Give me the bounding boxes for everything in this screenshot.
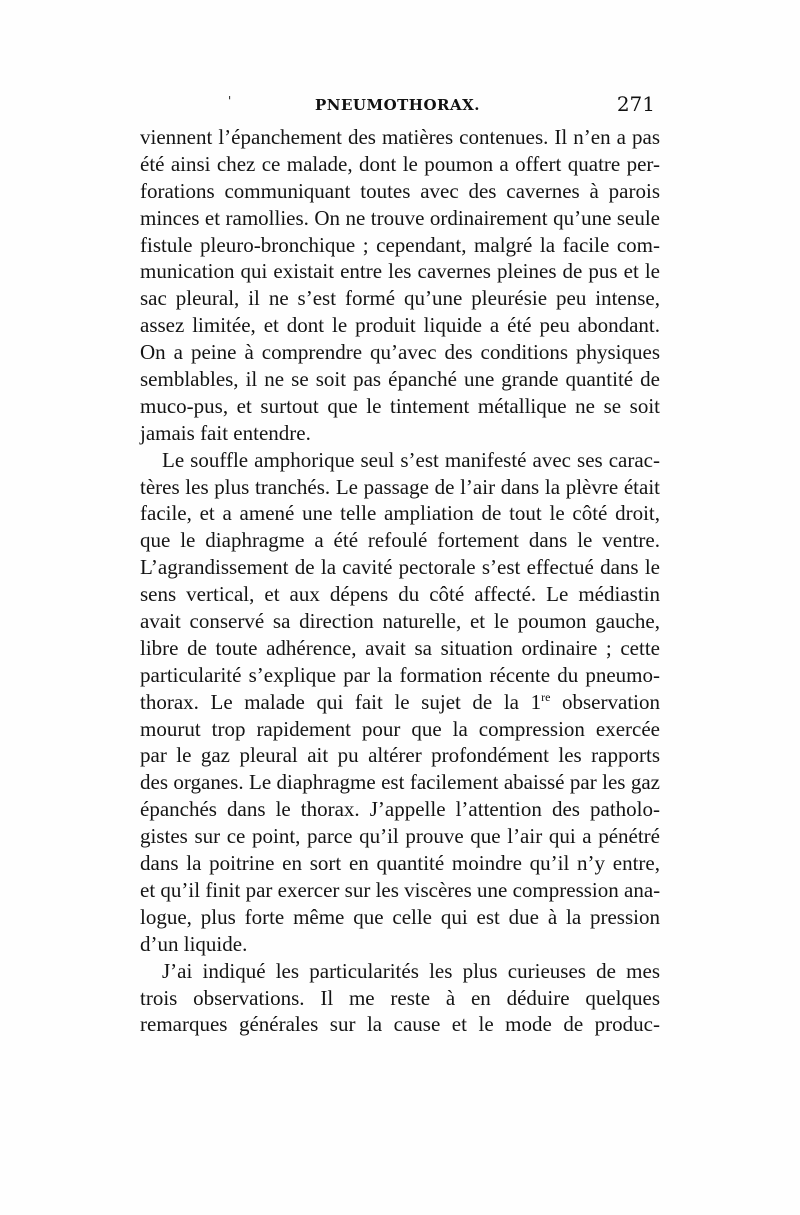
text-line: muco-pus, et surtout que le tintement métallique ne se soit <box>140 393 660 418</box>
superscript: re <box>541 689 551 704</box>
page-number: 271 <box>616 92 655 116</box>
text-line: munication qui existait entre les cavernes pleines de pus et le <box>140 259 660 284</box>
text-line: assez limitée, et dont le produit liquide a été peu abondant. <box>140 313 660 338</box>
line-end: observation <box>550 689 660 714</box>
text-line: que le diaphragme a été refoulé fortement dans le ventre. <box>140 528 660 553</box>
text-line: jamais fait entendre. <box>140 420 311 445</box>
text-line: des organes. Le diaphragme est facilement abaissé par les gaz <box>140 770 660 795</box>
text-line: forations communiquant toutes avec des cavernes à parois <box>140 178 660 203</box>
text-line: Le souffle amphorique seul s’est manifesté avec ses carac- <box>162 447 660 472</box>
paragraph-1 <box>140 124 660 447</box>
text-line: trois observations. Il me reste à en déduire quelques <box>140 985 660 1010</box>
text-line: avait conservé sa direction naturelle, et le poumon gauche, <box>140 609 660 634</box>
text-line: et qu’il finit par exercer sur les viscères une compression ana- <box>140 877 661 902</box>
text-line: remarques générales sur la cause et le mode de produc- <box>140 1012 660 1037</box>
tick-mark: ' <box>228 94 232 108</box>
text-line: viennent l’épanchement des matières contenues. Il n’en a pas <box>140 125 660 149</box>
text-line: dans la poitrine en sort en quantité moindre qu’il n’y entre, <box>140 851 660 876</box>
text-line: fistule pleuro-bronchique ; cependant, malgré la facile com- <box>140 232 660 257</box>
text-line: semblables, il ne se soit pas épanché une grande quantité de <box>140 367 660 392</box>
text-line: mourut trop rapidement pour que la compression exercée <box>140 716 660 741</box>
body-text <box>140 124 660 1038</box>
text-line: particularité s’explique par la formation récente du pneumo- <box>140 662 660 687</box>
text-line: par le gaz pleural ait pu altérer profondément les rapports <box>140 743 660 768</box>
text-line: gistes sur ce point, parce qu’il prouve que l’air qui a pénétré <box>140 824 660 849</box>
page-header <box>140 92 655 122</box>
text-line: logue, plus forte même que celle qui est due à la pression <box>140 904 660 929</box>
text-line: sac pleural, il ne s’est formé qu’une pleurésie peu intense, <box>140 286 660 311</box>
text-line: J’ai indiqué les particularités les plus curieuses de mes <box>162 958 660 983</box>
text-line: sens vertical, et aux dépens du côté affecté. Le médiastin <box>140 582 660 607</box>
text-line: tères les plus tranchés. Le passage de l’air dans la plèvre était <box>140 474 660 499</box>
text-line: minces et ramollies. On ne trouve ordinairement qu’une seule <box>140 205 660 230</box>
text-line: facile, et a amené une telle ampliation de tout le côté droit, <box>140 501 660 526</box>
running-title: PNEUMOTHORAX. <box>314 96 481 114</box>
text-line: d’un liquide. <box>140 931 248 956</box>
text-line: L’agrandissement de la cavité pectorale s’est effectué dans le <box>140 555 660 580</box>
text-line: libre de toute adhérence, avait sa situation ordinaire ; cette <box>140 635 660 660</box>
text-line: On a peine à comprendre qu’avec des conditions physiques <box>140 340 660 365</box>
paragraph-3 <box>140 958 660 1039</box>
text-line-with-superscript <box>140 689 660 716</box>
line-start: thorax. Le malade qui fait le sujet de la 1 <box>140 689 542 714</box>
text-line: épanchés dans le thorax. J’appelle l’attention des patholo- <box>140 797 660 822</box>
text-line: été ainsi chez ce malade, dont le poumon a offert quatre per- <box>140 151 660 176</box>
paragraph-2 <box>140 447 660 958</box>
